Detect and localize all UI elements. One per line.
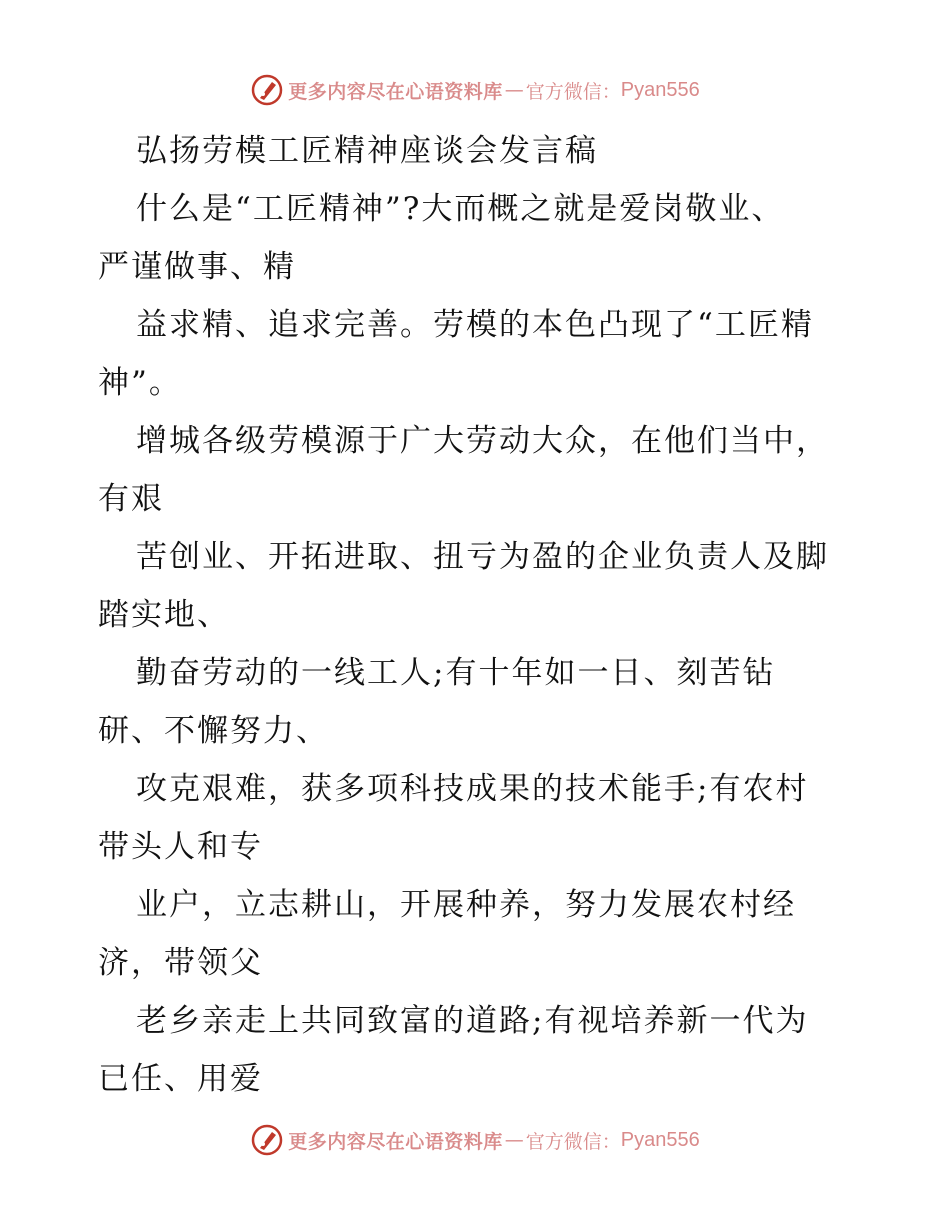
text-line: 研、不懈努力、 bbox=[98, 713, 329, 749]
text-line: 业户，立志耕山，开展种养，努力发展农村经 bbox=[136, 887, 796, 923]
watermark-wechat-id: Pyan556 bbox=[620, 78, 700, 101]
text-line: 苦创业、开拓进取、扭亏为盈的企业负责人及脚 bbox=[136, 539, 829, 575]
text-line: 益求精、追求完善。劳模的本色凸现了“工匠精 bbox=[136, 307, 814, 343]
text-line: 有艰 bbox=[98, 481, 164, 517]
text-line: 老乡亲走上共同致富的道路;有视培养新一代为 bbox=[136, 1003, 809, 1039]
watermark-dash: — bbox=[504, 79, 524, 101]
watermark-wechat-label: 官方微信： bbox=[525, 80, 621, 103]
watermark-header bbox=[0, 70, 950, 110]
text-line: 严谨做事、精 bbox=[98, 249, 296, 285]
text-line: 攻克艰难，获多项科技成果的技术能手;有农村 bbox=[136, 771, 809, 807]
text-line: 带头人和专 bbox=[98, 829, 263, 865]
text-line: 踏实地、 bbox=[98, 597, 230, 633]
pen-nib-circle-icon bbox=[250, 1123, 284, 1157]
text-line: 勤奋劳动的一线工人;有十年如一日、刻苦钻 bbox=[136, 655, 776, 691]
text-line: 济，带领父 bbox=[98, 945, 263, 981]
text-line: 增城各级劳模源于广大劳动大众，在他们当中， bbox=[136, 423, 829, 459]
text-line: 神”。 bbox=[98, 365, 182, 401]
watermark-text: 更多内容尽在心语资料库 bbox=[288, 80, 503, 103]
document-body bbox=[98, 122, 858, 1108]
pen-nib-circle-icon bbox=[250, 73, 284, 107]
document-title: 弘扬劳模工匠精神座谈会发言稿 bbox=[136, 133, 598, 169]
watermark-text: 更多内容尽在心语资料库 bbox=[288, 1130, 503, 1153]
watermark-wechat-id: Pyan556 bbox=[620, 1128, 700, 1151]
text-line: 什么是“工匠精神”?大而概之就是爱岗敬业、 bbox=[136, 191, 785, 227]
watermark-footer bbox=[0, 1120, 950, 1160]
text-line: 已任、用爱 bbox=[98, 1061, 263, 1097]
watermark-dash: — bbox=[504, 1129, 524, 1151]
watermark-wechat-label: 官方微信： bbox=[525, 1130, 621, 1153]
